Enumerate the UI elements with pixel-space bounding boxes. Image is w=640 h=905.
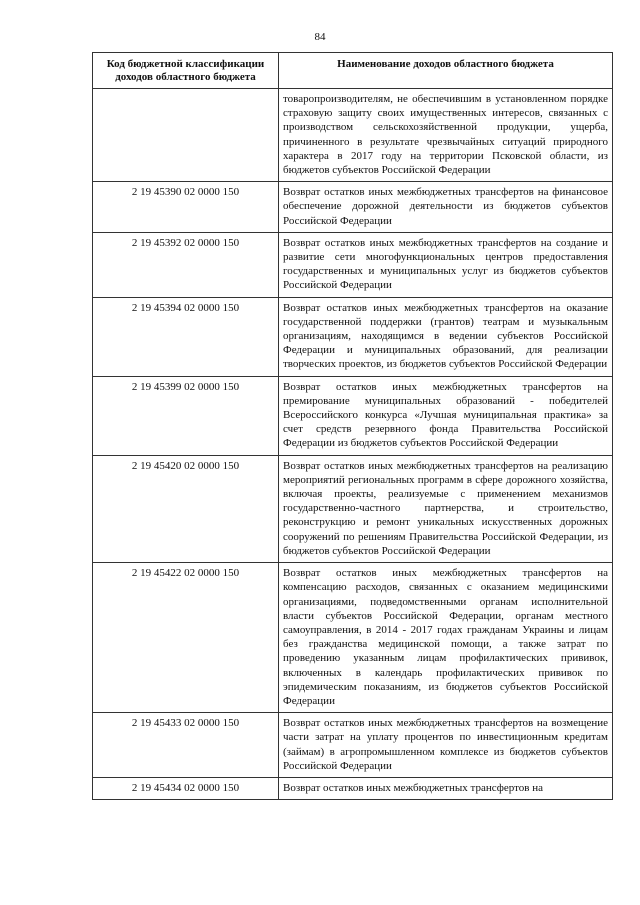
row-code: 2 19 45420 02 0000 150 — [93, 455, 279, 562]
row-code: 2 19 45433 02 0000 150 — [93, 713, 279, 778]
table-row — [93, 376, 613, 455]
row-description: Возврат остатков иных межбюджетных трансфертов на — [279, 777, 613, 799]
row-code: 2 19 45390 02 0000 150 — [93, 182, 279, 233]
row-code: 2 19 45392 02 0000 150 — [93, 232, 279, 297]
row-code — [93, 89, 279, 182]
row-description: Возврат остатков иных межбюджетных трансфертов на создание и развитие сети многофункциональных центров предоставления государственных и муниципальных услуг из бюджетов субъектов Российской Федерации — [279, 232, 613, 297]
row-description: Возврат остатков иных межбюджетных трансфертов на премирование муниципальных образований - победителей Всероссийского конкурса «Лучшая муниципальная практика» за счет средств резервного фонда Правительства Российской Федерации из бюджетов субъектов Российской Федерации — [279, 376, 613, 455]
table-header-row — [93, 53, 613, 89]
table-row — [93, 713, 613, 778]
table-row — [93, 563, 613, 713]
table-row — [93, 89, 613, 182]
header-name: Наименование доходов областного бюджета — [279, 53, 613, 89]
row-code: 2 19 45434 02 0000 150 — [93, 777, 279, 799]
page-number: 84 — [314, 31, 326, 43]
row-description: Возврат остатков иных межбюджетных трансфертов на реализацию мероприятий региональных программ в сфере дорожного хозяйства, включая проекты, реализуемые с применением механизмов государственно-частного партнерства, и строительство, реконструкцию и ремонт уникальных искусственных дорожных сооружений по решениям Правительства Российской Федерации, из бюджетов субъектов Российской Федерации — [279, 455, 613, 562]
header-code: Код бюджетной классификации доходов областного бюджета — [93, 53, 279, 89]
table-row — [93, 455, 613, 562]
row-description: Возврат остатков иных межбюджетных трансфертов на финансовое обеспечение дорожной деятельности из бюджетов субъектов Российской Федерации — [279, 182, 613, 233]
revenue-classification-table — [92, 52, 613, 800]
table-row — [93, 777, 613, 799]
row-code: 2 19 45394 02 0000 150 — [93, 297, 279, 376]
row-description: Возврат остатков иных межбюджетных трансфертов на возмещение части затрат на уплату процентов по инвестиционным кредитам (займам) в агропромышленном комплексе из бюджетов субъектов Российской Федерации — [279, 713, 613, 778]
row-description: Возврат остатков иных межбюджетных трансфертов на оказание государственной поддержки (грантов) театрам и музыкальным организациям, находящимся в ведении субъектов Российской Федерации и муниципальных образований, для реализации творческих проектов, из бюджетов субъектов Российской Федерации — [279, 297, 613, 376]
row-code: 2 19 45422 02 0000 150 — [93, 563, 279, 713]
row-description: товаропроизводителям, не обеспечившим в установленном порядке страховую защиту своих имущественных интересов, связанных с производством сельскохозяйственной продукции, ущерба, причиненного в результате чрезвычайных ситуаций природного характера в 2017 году на территории Псковской области, из бюджетов субъектов Российской Федерации — [279, 89, 613, 182]
table-row — [93, 182, 613, 233]
row-description: Возврат остатков иных межбюджетных трансфертов на компенсацию расходов, связанных с оказанием медицинскими организациями, подведомственными органам исполнительной власти субъектов Российской Федерации, органам местного самоуправления, в 2014 - 2017 годах гражданам Украины и лицам без гражданства медицинской помощи, а также затрат по проведению указанным лицам профилактических прививок, включенных в календарь профилактических прививок по эпидемическим показаниям, из бюджетов субъектов Российской Федерации — [279, 563, 613, 713]
table-row — [93, 297, 613, 376]
row-code: 2 19 45399 02 0000 150 — [93, 376, 279, 455]
table-row — [93, 232, 613, 297]
